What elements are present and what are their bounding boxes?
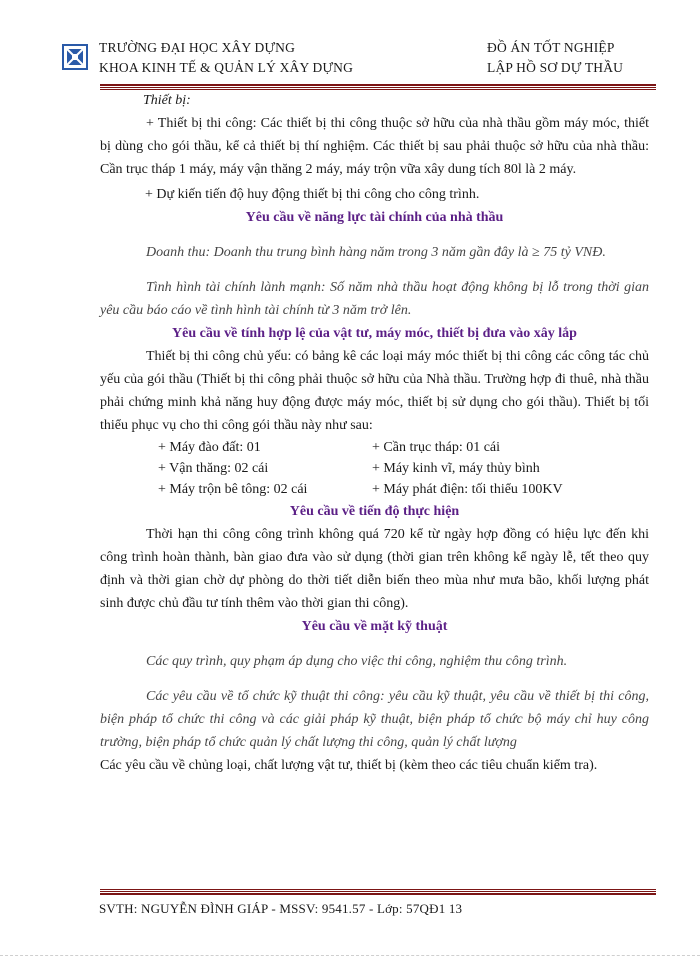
heading-validity: Yêu cầu về tính hợp lệ của vật tư, máy móc, thiết bị đưa vào xây lắp (172, 326, 577, 341)
page-break-line (0, 955, 700, 956)
footer-rule (100, 893, 656, 895)
list-item: + Máy kinh vĩ, máy thủy bình (372, 461, 540, 476)
header-rule (100, 84, 656, 86)
faculty-name: KHOA KINH TẾ & QUẢN LÝ XÂY DỰNG (99, 60, 354, 75)
equipment-list (100, 437, 649, 500)
financial-status-paragraph: Tình hình tài chính lành mạnh: Số năm nhà thầu hoạt động không bị lỗ trong thời gian yêu cầu báo cáo về tình hình tài chính từ 3 năm trở lên. (100, 280, 649, 318)
list-item: + Máy đào đất: 01 (158, 440, 261, 455)
list-item: + Cần trục tháp: 01 cái (372, 440, 501, 455)
heading-financial: Yêu cầu về năng lực tài chính của nhà thầu (245, 210, 504, 225)
schedule-paragraph: Thời hạn thi công công trình không quá 720 kể từ ngày hợp đồng có hiệu lực đến khi công trình hoàn thành, bàn giao đưa vào sử dụng (thời gian trên không kể ngày lễ, tết theo quy định và thời gian chờ dự phòng do thời tiết diễn biến theo mùa như mưa bão, khối lượng phát sinh được chủ đầu tư tính thêm vào thời gian thi công). (100, 527, 649, 611)
document-type: ĐỒ ÁN TỐT NGHIỆP (487, 40, 615, 55)
footer-rule (100, 889, 656, 890)
header-rule (100, 87, 656, 88)
list-item: + Vận thăng: 02 cái (158, 461, 269, 476)
materials-paragraph: Các yêu cầu về chủng loại, chất lượng vật tư, thiết bị (kèm theo các tiêu chuẩn kiểm tra). (100, 758, 598, 773)
university-logo-icon (62, 44, 88, 70)
equipment-paragraph: + Thiết bị thi công: Các thiết bị thi công thuộc sở hữu của nhà thầu gồm máy móc, thiết bị dùng cho gói thầu, kể cả thiết bị thí nghiệm. Các thiết bị sau phải thuộc sở hữu của nhà thầu: Cần trục tháp 1 máy, máy vận thăng 2 máy, máy trộn vữa xây dung tích 80l là 2 máy. (100, 116, 649, 177)
document-subject: LẬP HỒ SƠ DỰ THẦU (487, 60, 624, 75)
university-name: TRƯỜNG ĐẠI HỌC XÂY DỰNG (99, 40, 296, 55)
standards-paragraph: Các quy trình, quy phạm áp dụng cho việc thi công, nghiệm thu công trình. (146, 654, 568, 669)
list-item: + Máy trộn bê tông: 02 cái (158, 482, 308, 497)
main-equipment-paragraph: Thiết bị thi công chủ yếu: có bảng kê các loại máy móc thiết bị thi công các công tác chủ yếu của gói thầu (Thiết bị thi công phải thuộc sở hữu của Nhà thầu. Trường hợp đi thuê, nhà thầu phải chứng minh khả năng huy động được máy móc, thiết bị sử dụng cho gói thầu). Thiết bị tối thiểu phục vụ cho thi công gói thầu này như sau: (100, 349, 649, 433)
heading-technical: Yêu cầu về mặt kỹ thuật (301, 619, 448, 634)
revenue-paragraph: Doanh thu: Doanh thu trung bình hàng năm trong 3 năm gần đây là ≥ 75 tỷ VNĐ. (146, 245, 606, 260)
list-item: + Máy phát điện: tối thiểu 100KV (372, 482, 563, 497)
header-right (487, 38, 623, 78)
mobilization-paragraph: + Dự kiến tiến độ huy động thiết bị thi công cho công trình. (145, 187, 480, 202)
footer-rule (100, 891, 656, 892)
header-left (99, 38, 353, 78)
heading-schedule: Yêu cầu về tiến độ thực hiện (289, 504, 460, 519)
page-content (100, 89, 649, 777)
equipment-label: Thiết bị: (143, 93, 191, 108)
footer-student-info: SVTH: NGUYỄN ĐÌNH GIÁP - MSSV: 9541.57 - Lớp: 57QĐ1 13 (99, 901, 463, 916)
organization-paragraph: Các yêu cầu về tổ chức kỹ thuật thi công: yêu cầu kỹ thuật, yêu cầu về thiết bị thi công, biện pháp tổ chức thi công và các giải pháp kỹ thuật, biện pháp tổ chức bộ máy chỉ huy công trường, biện pháp tổ chức quản lý chất lượng thi công, quản lý chất lượng (100, 689, 649, 750)
